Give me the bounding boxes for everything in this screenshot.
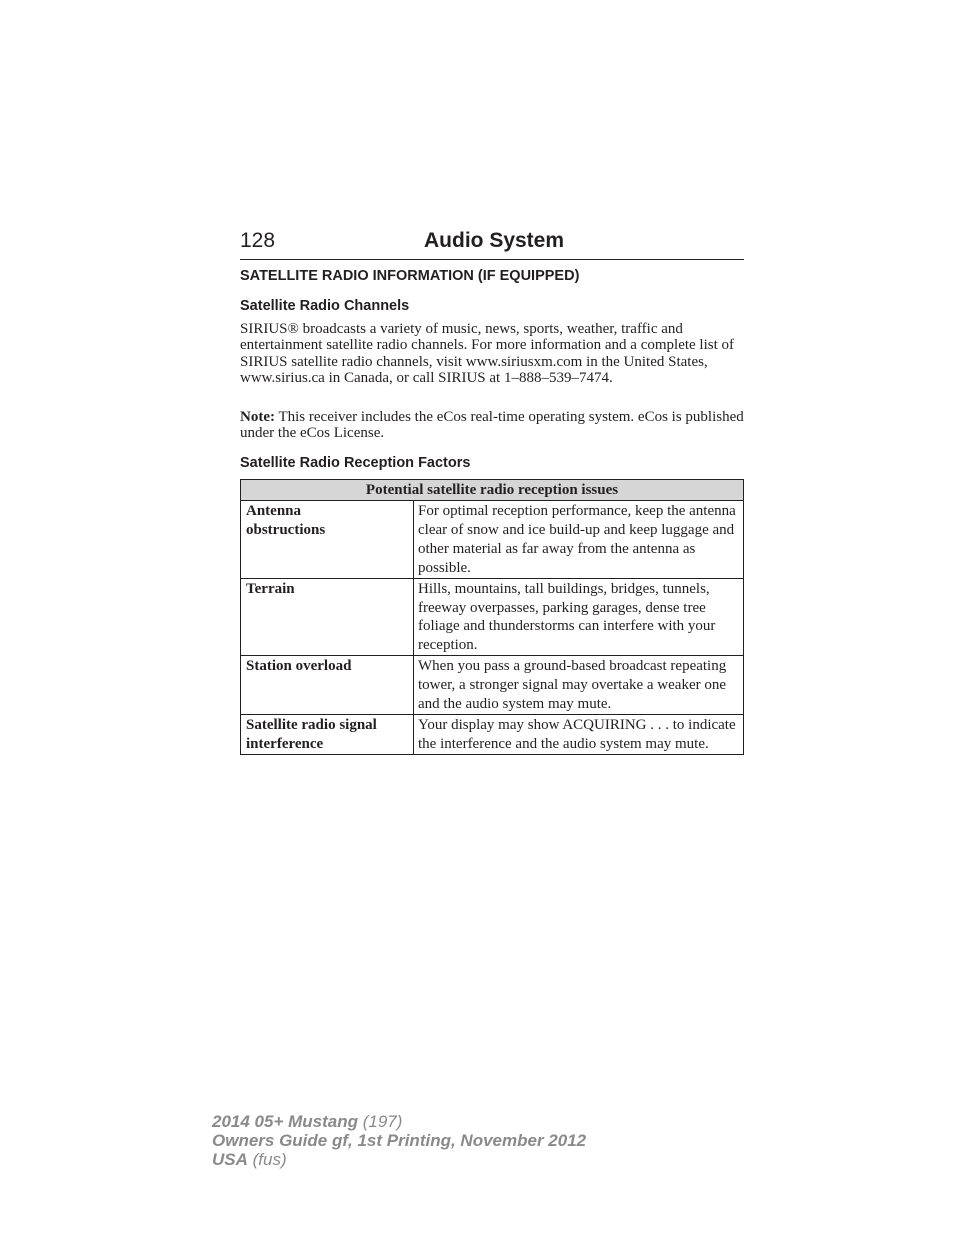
factor-label: obstructions [246,521,326,538]
page-title: Audio System [424,229,565,252]
factor-label: Satellite radio signal [246,716,377,733]
reception-issues-table [240,479,744,755]
footer-line [212,1112,586,1131]
channels-heading: Satellite Radio Channels [240,298,410,314]
description-cell: Hills, mountains, tall buildings, bridges, tunnels, freeway overpasses, parking garages, dense tree foliage and thunderstorms can interfere with your reception. [414,578,744,656]
section-heading: SATELLITE RADIO INFORMATION (IF EQUIPPED) [240,268,580,284]
description-cell: For optimal reception performance, keep the antenna clear of snow and ice build-up and keep luggage and other material as far away from the antenna as possible. [414,501,744,579]
factor-cell [241,656,414,715]
footer-line [212,1150,586,1169]
factor-label: Station overload [246,658,352,675]
description-cell: Your display may show ACQUIRING . . . to indicate the interference and the audio system may mute. [414,714,744,754]
factor-cell [241,501,414,579]
footer-model-code: (197) [358,1112,403,1131]
footer-printing: Owners Guide gf, 1st Printing, November 2012 [212,1131,587,1150]
factor-label: interference [246,735,324,752]
factor-cell [241,578,414,656]
factor-label: Terrain [246,580,295,597]
reception-heading: Satellite Radio Reception Factors [240,455,471,471]
table-row [241,578,744,656]
note-paragraph [240,409,744,442]
note-label: Note: [240,409,275,425]
channels-paragraph: SIRIUS® broadcasts a variety of music, news, sports, weather, traffic and entertainment satellite radio channels. For more information and a complete list of SIRIUS satellite radio channels, visit www.siriusxm.com in the United States, www.sirius.ca in Canada, or call SIRIUS at 1–888–539–7474. [240,321,735,387]
print-footer [212,1112,586,1169]
factor-label: Antenna [246,503,302,519]
footer-model: 2014 05+ Mustang [212,1112,358,1131]
description-cell: When you pass a ground-based broadcast repeating tower, a stronger signal may overtake a weaker one and the audio system may mute. [414,656,744,715]
page-number: 128 [240,229,276,252]
table-row [241,714,744,754]
table-header: Potential satellite radio reception issues [241,480,744,501]
table-header-row [241,480,744,501]
table-row [241,501,744,579]
page-header [240,228,744,260]
table-row [241,656,744,715]
factor-cell [241,714,414,754]
footer-market: USA [212,1150,248,1169]
note-text: This receiver includes the eCos real-time operating system. eCos is published under the eCos License. [240,409,744,442]
footer-market-code: (fus) [247,1150,287,1169]
